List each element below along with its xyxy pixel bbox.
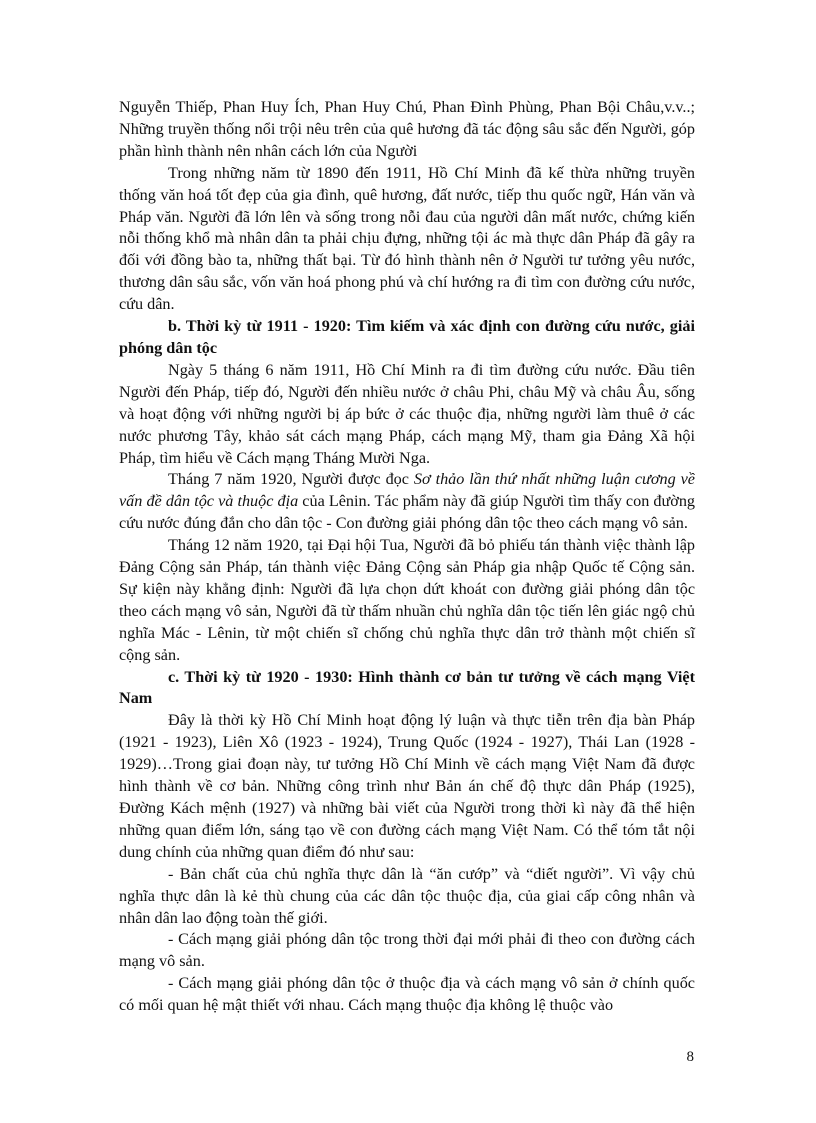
paragraph-tours-congress: Tháng 12 năm 1920, tại Đại hội Tua, Người đã bỏ phiếu tán thành việc thành lập Đảng Cộng sản Pháp, tán thành việc Đảng Cộng sản Pháp gia nhập Quốc tế Cộng sản. Sự kiện này khẳng định: Người đã lựa chọn dứt khoát con đường giải phóng dân tộc theo cách mạng vô sản, Người đã từ thấm nhuần chủ nghĩa dân tộc tiến lên giác ngộ chủ nghĩa Mác - Lênin, từ một chiến sĩ chống chủ nghĩa thực dân trở thành một chiến sĩ cộng sản. xyxy=(119,536,695,664)
lenin-text-before: Tháng 7 năm 1920, Người được đọc xyxy=(168,470,414,489)
page-number: 8 xyxy=(686,1049,694,1065)
paragraph-intro-continued: Nguyễn Thiếp, Phan Huy Ích, Phan Huy Chú, Phan Đình Phùng, Phan Bội Châu,v.v..; Những truyền thống nổi trội nêu trên của quê hương đã tác động sâu sắc đến Người, góp phần hình thành nên nhân cách lớn của Người xyxy=(119,98,695,160)
section-heading-b: b. Thời kỳ từ 1911 - 1920: Tìm kiếm và xác định con đường cứu nước, giải phóng dân tộc xyxy=(119,317,695,357)
paragraph-early-years: Trong những năm từ 1890 đến 1911, Hồ Chí Minh đã kế thừa những truyền thống văn hoá tốt đẹp của gia đình, quê hương, đất nước, tiếp thu quốc ngữ, Hán văn và Pháp văn. Người đã lớn lên và sống trong nỗi đau của người dân mất nước, chứng kiến nỗi thống khổ mà nhân dân ta phải chịu đựng, những tội ác mà thực dân Pháp đã gây ra đối với đồng bào ta, những thất bại. Từ đó hình thành nên ở Người tư tưởng yêu nước, thương dân sâu sắc, vốn văn hoá phong phú và chí hướng ra đi tìm con đường cứu nước, cứu dân. xyxy=(119,163,695,314)
paragraph-point-proletarian-path: - Cách mạng giải phóng dân tộc trong thời đại mới phải đi theo con đường cách mạng vô sản. xyxy=(119,930,695,971)
paragraph-departure-1911: Ngày 5 tháng 6 năm 1911, Hồ Chí Minh ra đi tìm đường cứu nước. Đầu tiên Người đến Pháp, tiếp đó, Người đến nhiều nước ở châu Phi, châu Mỹ và châu Âu, sống và hoạt động với những người bị áp bức ở các thuộc địa, những người làm thuê ở các nước phương Tây, khảo sát cách mạng Pháp, cách mạng Mỹ, tham gia Đảng Xã hội Pháp, tìm hiểu về Cách mạng Tháng Mười Nga. xyxy=(119,360,695,467)
paragraph-point-relationship: - Cách mạng giải phóng dân tộc ở thuộc địa và cách mạng vô sản ở chính quốc có mối quan hệ mật thiết với nhau. Cách mạng thuộc địa không lệ thuộc vào xyxy=(119,974,695,1015)
text-column xyxy=(119,97,695,1017)
paragraph-point-colonialism: - Bản chất của chủ nghĩa thực dân là “ăn cướp” và “diết người”. Vì vậy chủ nghĩa thực dân là kẻ thù chung của các dân tộc thuộc địa, của giai cấp công nhân và nhân dân lao động toàn thế giới. xyxy=(119,864,695,927)
paragraph-lenin-theses xyxy=(119,469,695,535)
lenin-work-title: Sơ thảo lần thứ nhất những luận cương về vấn đề dân tộc và thuộc địa xyxy=(119,470,695,511)
lenin-text-after: của Lênin. Tác phẩm này đã giúp Người tìm thấy con đường cứu nước đúng đắn cho dân tộc - Con đường giải phóng dân tộc theo cách mạng vô sản. xyxy=(119,492,696,533)
section-heading-c: c. Thời kỳ từ 1920 - 1930: Hình thành cơ bản tư tưởng về cách mạng Việt Nam xyxy=(119,667,695,708)
paragraph-theory-period: Đây là thời kỳ Hồ Chí Minh hoạt động lý luận và thực tiễn trên địa bàn Pháp (1921 - 1923), Liên Xô (1923 - 1924), Trung Quốc (1924 - 1927), Thái Lan (1928 - 1929)…Trong giai đoạn này, tư tưởng Hồ Chí Minh về cách mạng Việt Nam đã được hình thành về cơ bản. Những công trình như Bản án chế độ thực dân Pháp (1925), Đường Kách mệnh (1927) và những bài viết của Người trong thời kì này đã thể hiện những quan điểm lớn, sáng tạo về con đường cách mạng Việt Nam. Có thể tóm tắt nội dung chính của những quan điểm đó như sau: xyxy=(119,711,695,861)
